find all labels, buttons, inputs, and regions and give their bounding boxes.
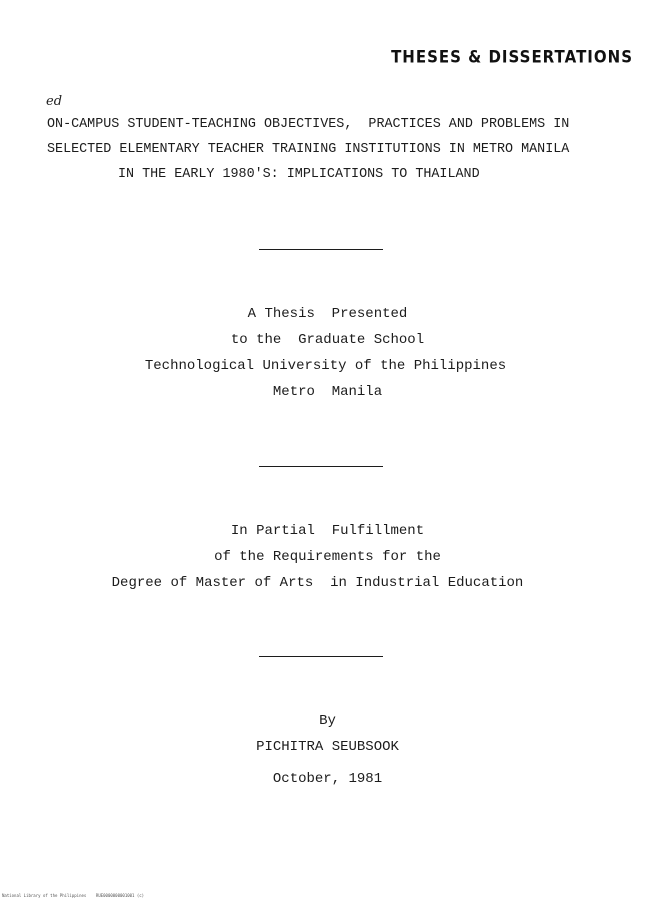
library-stamp: THESES & DISSERTATIONS [391,47,633,67]
thesis-date: October, 1981 [272,771,383,787]
presented-line-3: Technological University of the Philippines [144,358,507,374]
presented-line-2: to the Graduate School [230,332,425,348]
footer-credit: National Library of the Philippines RUE0000000001001 (c) [2,893,145,898]
divider-rule-1 [259,249,383,250]
title-line-3: IN THE EARLY 1980'S: IMPLICATIONS TO THAILAND [118,167,480,182]
divider-rule-3 [259,656,383,657]
handwritten-mark: ed [46,94,63,109]
title-line-1: ON-CAMPUS STUDENT-TEACHING OBJECTIVES, PRACTICES AND PROBLEMS IN [47,117,570,132]
thesis-title [0,112,655,212]
fulfillment-line-3: Degree of Master of Arts in Industrial Education [111,575,524,591]
author-by: By [319,713,336,729]
fulfillment-line-2: of the Requirements for the [214,549,441,565]
presented-line-1: A Thesis Presented [247,306,408,322]
title-line-2: SELECTED ELEMENTARY TEACHER TRAINING INSTITUTIONS IN METRO MANILA [47,142,570,157]
author-name: PICHITRA SEUBSOOK [256,739,399,755]
fulfillment-line-1: In Partial Fulfillment [230,523,425,539]
presented-line-4: Metro Manila [272,384,383,400]
divider-rule-2 [259,466,383,467]
